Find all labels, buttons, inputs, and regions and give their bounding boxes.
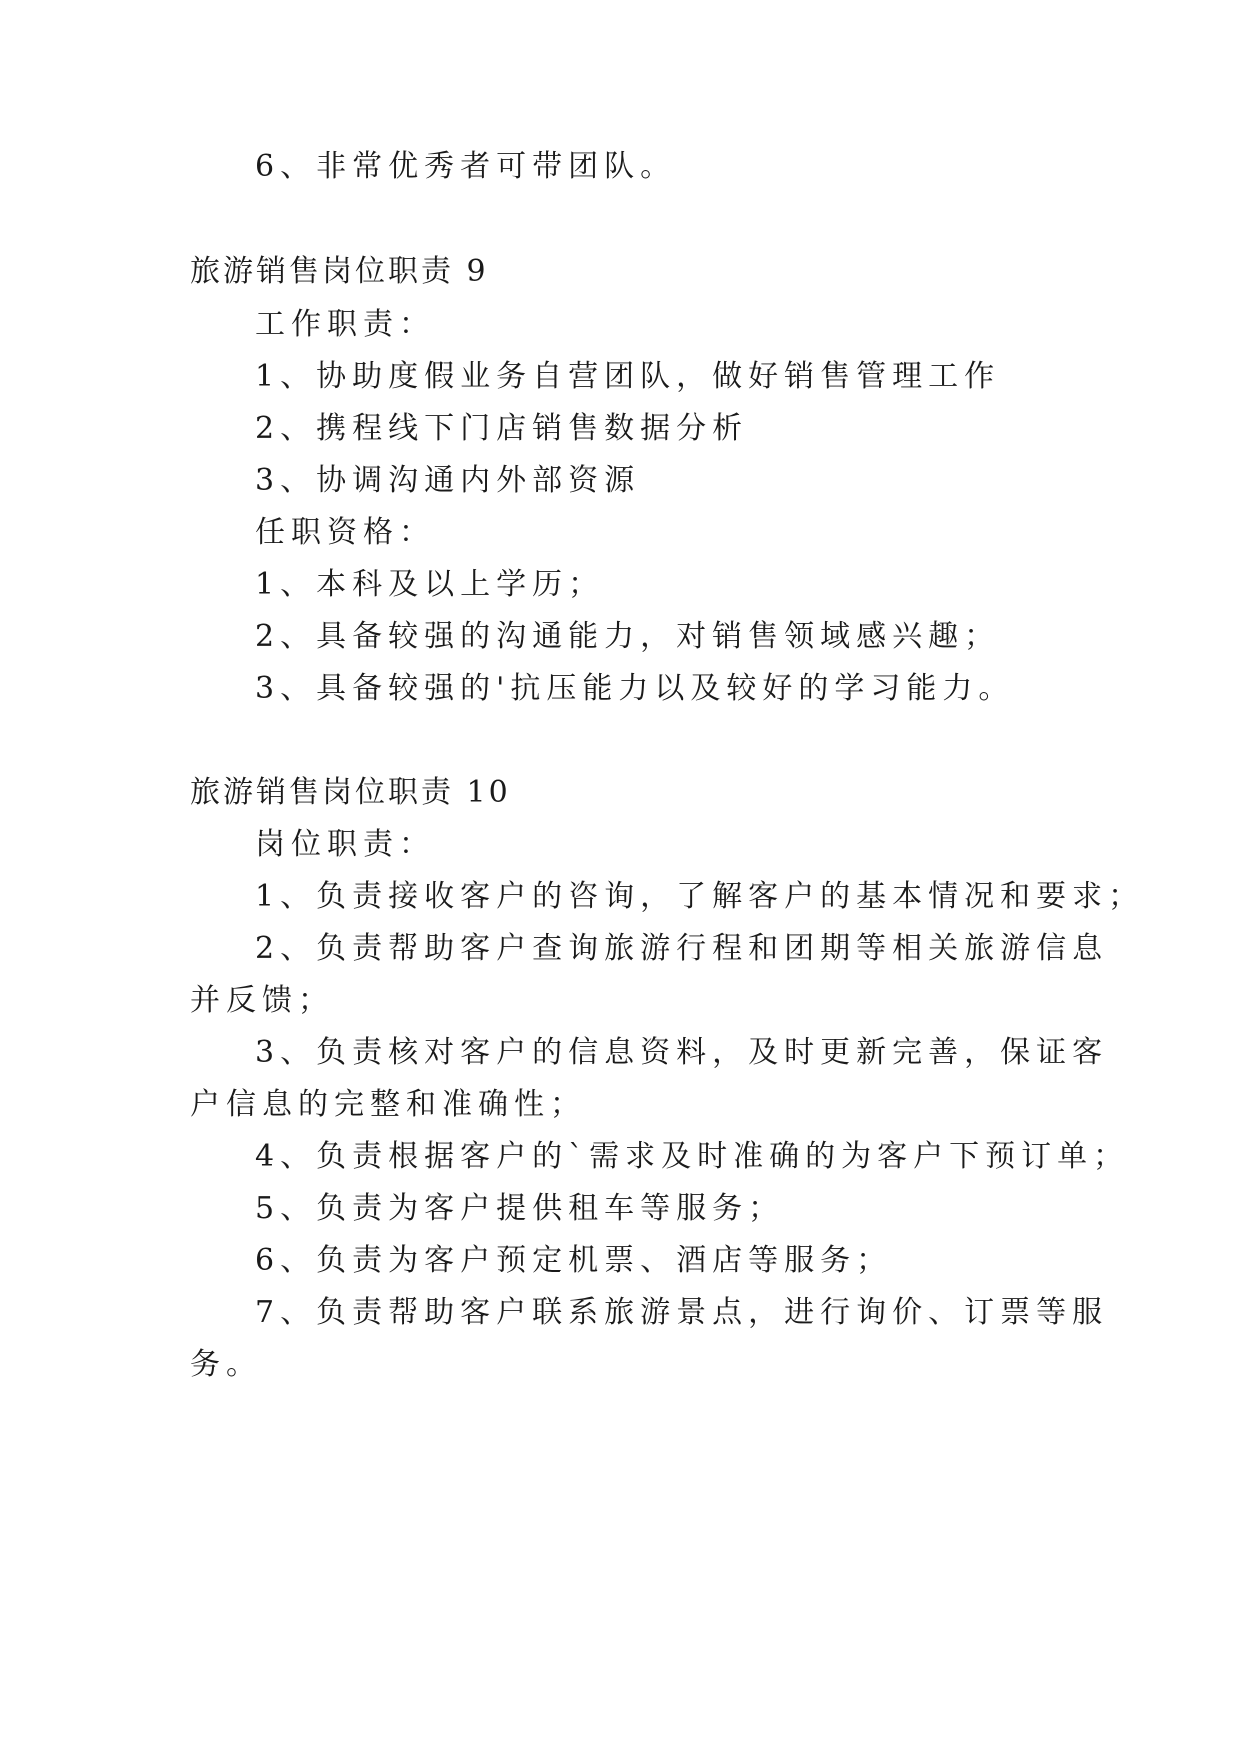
list-item: 6、非常优秀者可带团队。 (255, 149, 677, 184)
section-title: 旅游销售岗位职责 10 (190, 775, 511, 810)
list-item: 6、负责为客户预定机票、酒店等服务； (255, 1243, 893, 1278)
list-item: 1、负责接收客户的咨询，了解客户的基本情况和要求； (255, 879, 1145, 914)
list-item: 2、负责帮助客户查询旅游行程和团期等相关旅游信息 (255, 931, 1109, 966)
list-item: 3、具备较强的'抗压能力以及较好的学习能力。 (255, 671, 1015, 706)
subheading: 岗位职责： (255, 827, 435, 862)
list-item-continuation: 户信息的完整和准确性； (190, 1087, 586, 1122)
list-item: 3、负责核对客户的信息资料，及时更新完善，保证客 (255, 1035, 1109, 1070)
list-item: 3、协调沟通内外部资源 (255, 463, 641, 498)
subheading: 任职资格： (255, 515, 435, 550)
list-item: 1、协助度假业务自营团队，做好销售管理工作 (255, 359, 1001, 394)
list-item: 1、本科及以上学历； (255, 567, 605, 602)
list-item: 2、具备较强的沟通能力，对销售领域感兴趣； (255, 619, 1001, 654)
subheading: 工作职责： (255, 307, 435, 342)
list-item: 2、携程线下门店销售数据分析 (255, 411, 749, 446)
list-item: 7、负责帮助客户联系旅游景点，进行询价、订票等服 (255, 1295, 1109, 1330)
list-item: 5、负责为客户提供租车等服务； (255, 1191, 785, 1226)
list-item-continuation: 务。 (190, 1347, 262, 1382)
section-title: 旅游销售岗位职责 9 (190, 254, 489, 289)
list-item-continuation: 并反馈； (190, 983, 334, 1018)
list-item: 4、负责根据客户的`需求及时准确的为客户下预订单； (255, 1139, 1130, 1174)
